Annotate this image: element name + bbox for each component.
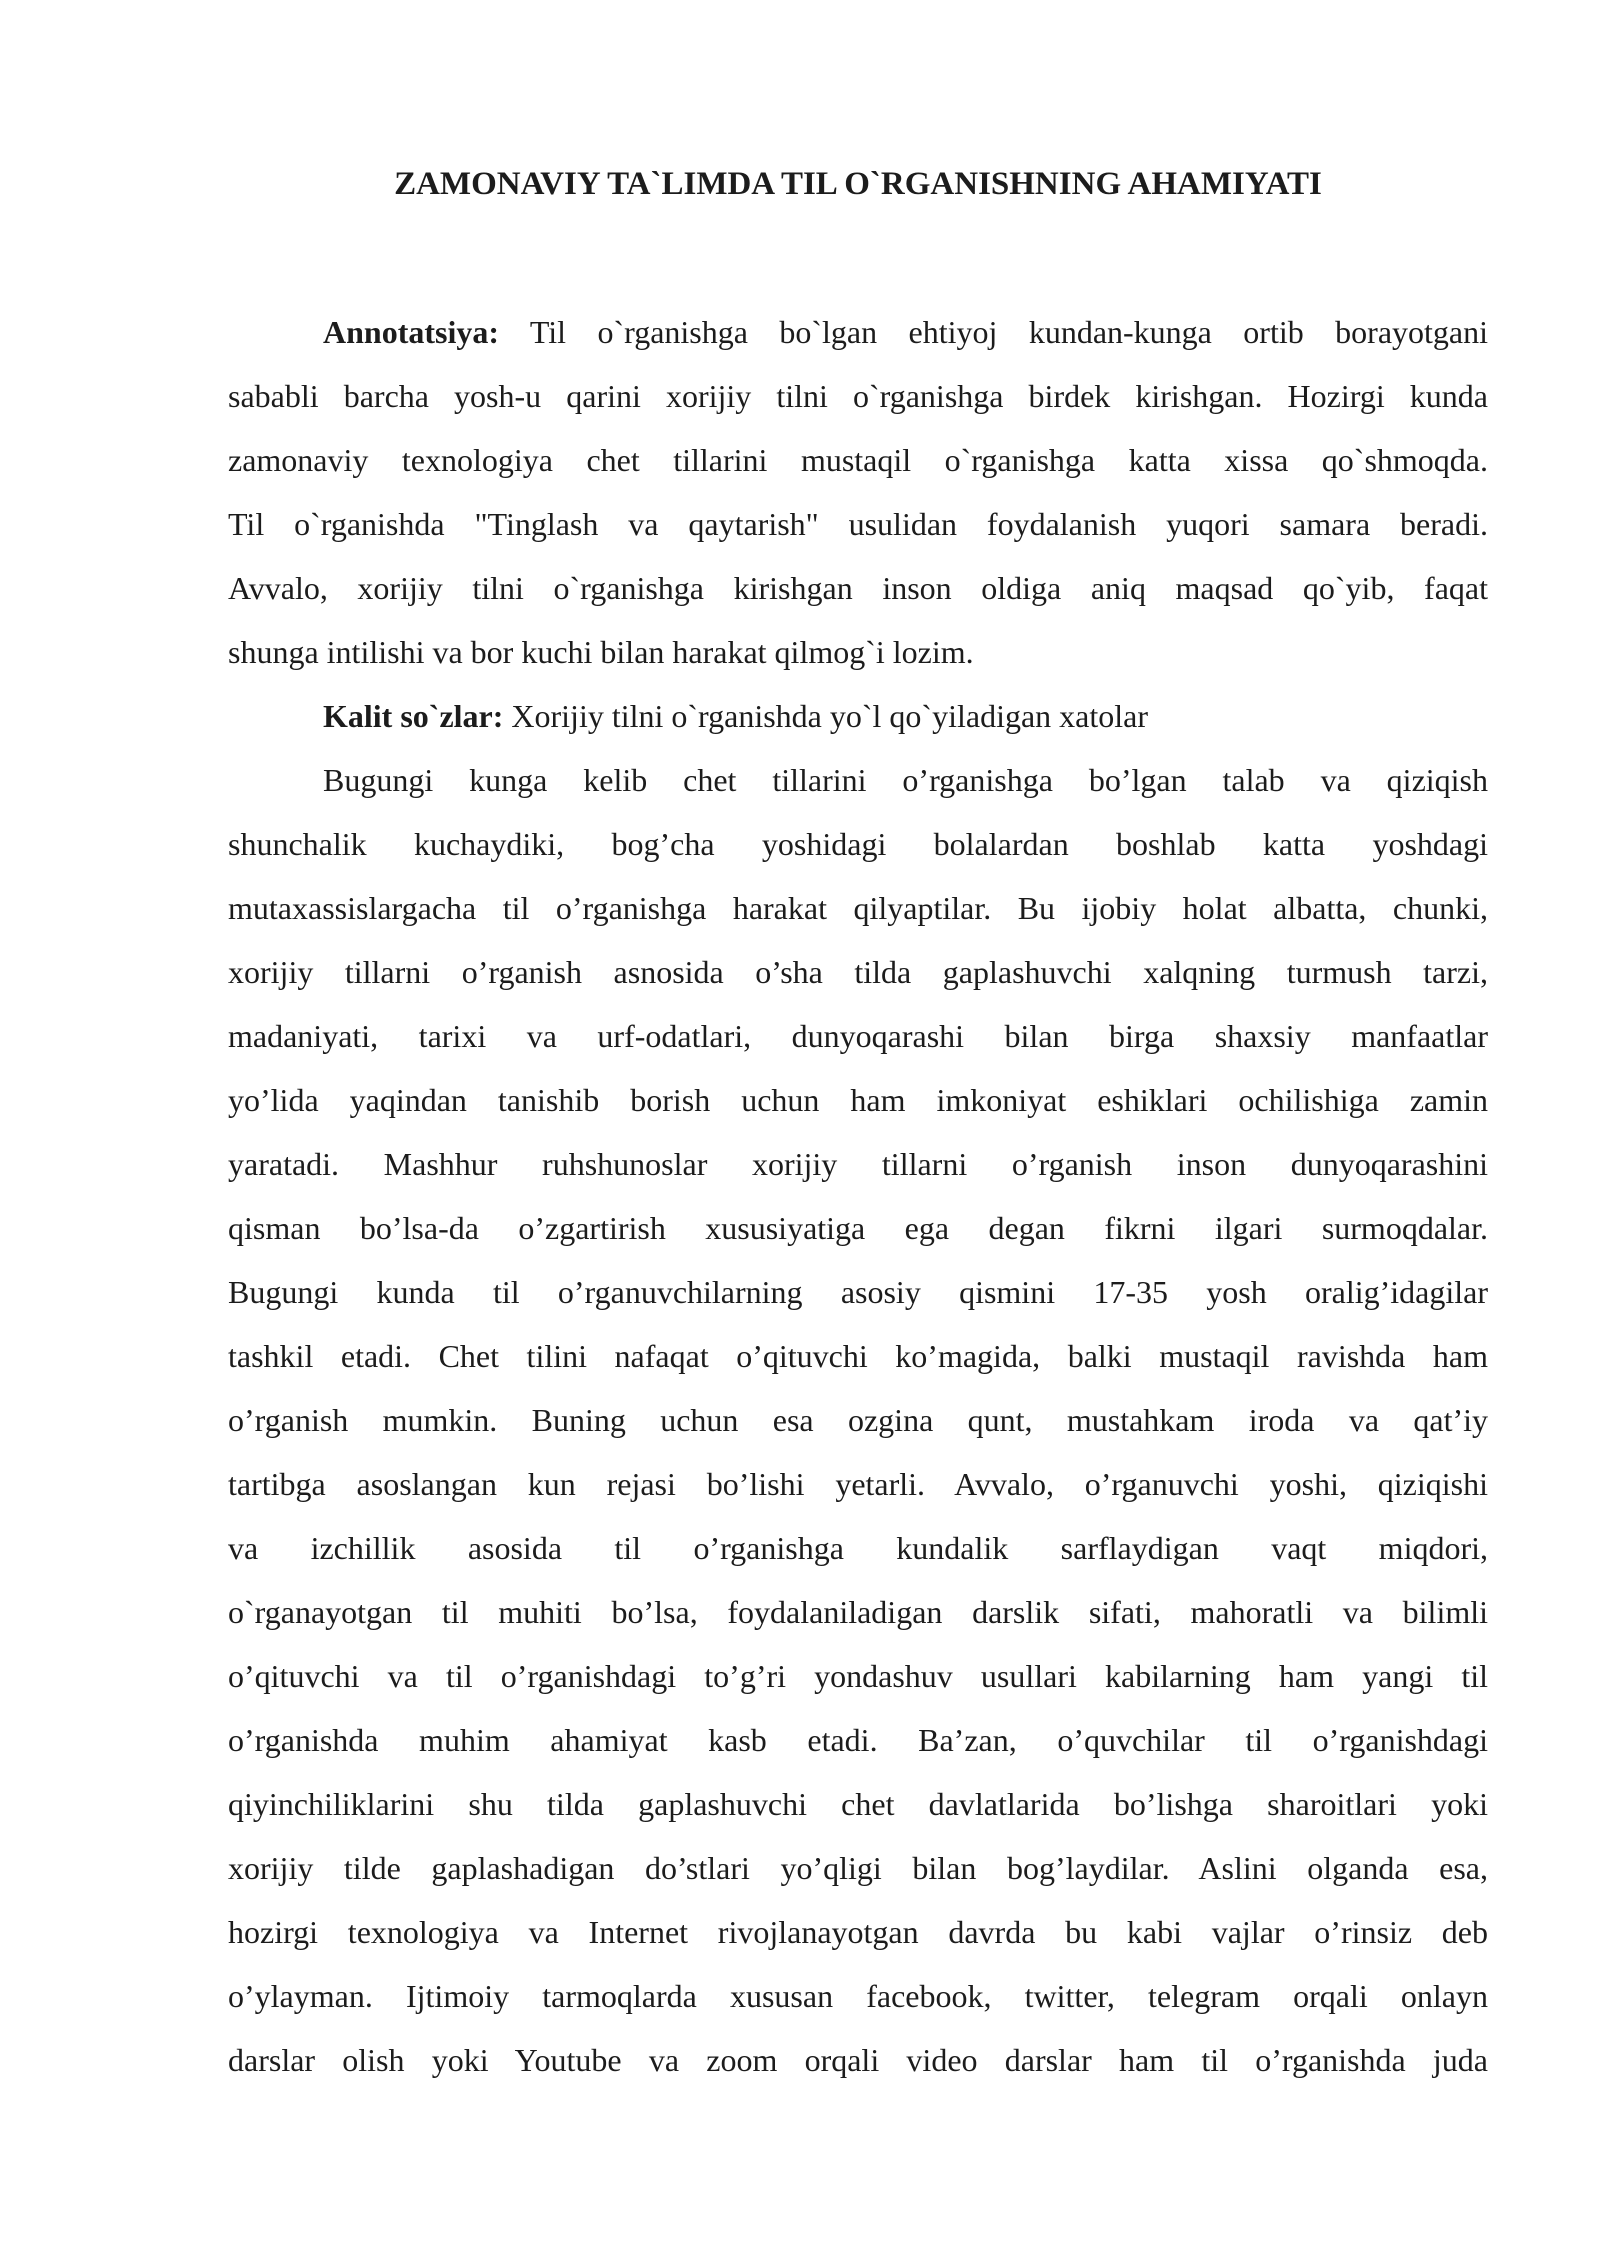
text-line: tartibga asoslangan kun rejasi bo’lishi yetarli. Avvalo, o’rganuvchi yoshi, qiziqishi — [228, 1466, 1488, 1502]
bold-run-in-label: Annotatsiya: — [323, 314, 500, 350]
text-line: xorijiy tilde gaplashadigan do’stlari yo’qligi bilan bog’laydilar. Aslini olganda esa, — [228, 1850, 1488, 1886]
bold-run-in-label: Kalit so`zlar: — [323, 698, 504, 734]
text-line: qiyinchiliklarini shu tilda gaplashuvchi chet davlatlarida bo’lishga sharoitlari yoki — [228, 1786, 1488, 1822]
text-line: yo’lida yaqindan tanishib borish uchun ham imkoniyat eshiklari ochilishiga zamin — [228, 1082, 1488, 1118]
text-line: tashkil etadi. Chet tilini nafaqat o’qituvchi ko’magida, balki mustaqil ravishda ham — [228, 1338, 1488, 1374]
text-line: Til o`rganishda "Tinglash va qaytarish" usulidan foydalanish yuqori samara beradi. — [228, 506, 1488, 542]
text-line: o’ylayman. Ijtimoiy tarmoqlarda xususan facebook, twitter, telegram orqali onlayn — [228, 1978, 1488, 2014]
page-title: ZAMONAVIY TA`LIMDA TIL O`RGANISHNING AHAMIYATI — [394, 166, 1322, 202]
text-line: va izchillik asosida til o’rganishga kundalik sarflaydigan vaqt miqdori, — [228, 1530, 1488, 1566]
text-line: darslar olish yoki Youtube va zoom orqali video darslar ham til o’rganishda juda — [228, 2042, 1488, 2078]
text-line: zamonaviy texnologiya chet tillarini mustaqil o`rganishga katta xissa qo`shmoqda. — [228, 442, 1488, 478]
text-line: madaniyati, tarixi va urf-odatlari, dunyoqarashi bilan birga shaxsiy manfaatlar — [228, 1018, 1488, 1054]
text-line: sababli barcha yosh-u qarini xorijiy tilni o`rganishga birdek kirishgan. Hozirgi kunda — [228, 378, 1488, 414]
text-line: Bugungi kunga kelib chet tillarini o’rganishga bo’lgan talab va qiziqish — [323, 762, 1488, 798]
text-line: shunchalik kuchaydiki, bog’cha yoshidagi bolalardan boshlab katta yoshdagi — [228, 826, 1488, 862]
text-line: shunga intilishi va bor kuchi bilan harakat qilmog`i lozim. — [228, 634, 974, 670]
text-line: yaratadi. Mashhur ruhshunoslar xorijiy tillarni o’rganish inson dunyoqarashini — [228, 1146, 1488, 1182]
paragraph-annotation — [228, 300, 1488, 684]
text-line: qisman bo’lsa-da o’zgartirish xususiyatiga ega degan fikrni ilgari surmoqdalar. — [228, 1210, 1488, 1246]
text-line: Annotatsiya: Til o`rganishga bo`lgan ehtiyoj kundan-kunga ortib borayotgani — [323, 314, 1488, 350]
text-line: mutaxassislargacha til o’rganishga harakat qilyaptilar. Bu ijobiy holat albatta, chunki, — [228, 890, 1488, 926]
text-line: o`rganayotgan til muhiti bo’lsa, foydalaniladigan darslik sifati, mahoratli va bilimli — [228, 1594, 1488, 1630]
text-line: Avvalo, xorijiy tilni o`rganishga kirishgan inson oldiga aniq maqsad qo`yib, faqat — [228, 570, 1488, 606]
text-line: o’qituvchi va til o’rganishdagi to’g’ri yondashuv usullari kabilarning ham yangi til — [228, 1658, 1488, 1694]
text-line: Bugungi kunda til o’rganuvchilarning asosiy qismini 17-35 yosh oralig’idagilar — [228, 1274, 1488, 1310]
document-body — [228, 300, 1488, 2092]
paragraph-body — [228, 748, 1488, 2092]
text-line: xorijiy tillarni o’rganish asnosida o’sha tilda gaplashuvchi xalqning turmush tarzi, — [228, 954, 1488, 990]
text-line: o’rganishda muhim ahamiyat kasb etadi. Ba’zan, o’quvchilar til o’rganishdagi — [228, 1722, 1488, 1758]
text-line: o’rganish mumkin. Buning uchun esa ozgina qunt, mustahkam iroda va qat’iy — [228, 1402, 1488, 1438]
paragraph-keywords — [228, 684, 1488, 748]
text-line: Kalit so`zlar: Xorijiy tilni o`rganishda yo`l qo`yiladigan xatolar — [323, 698, 1148, 734]
text-line: hozirgi texnologiya va Internet rivojlanayotgan davrda bu kabi vajlar o’rinsiz deb — [228, 1914, 1488, 1950]
